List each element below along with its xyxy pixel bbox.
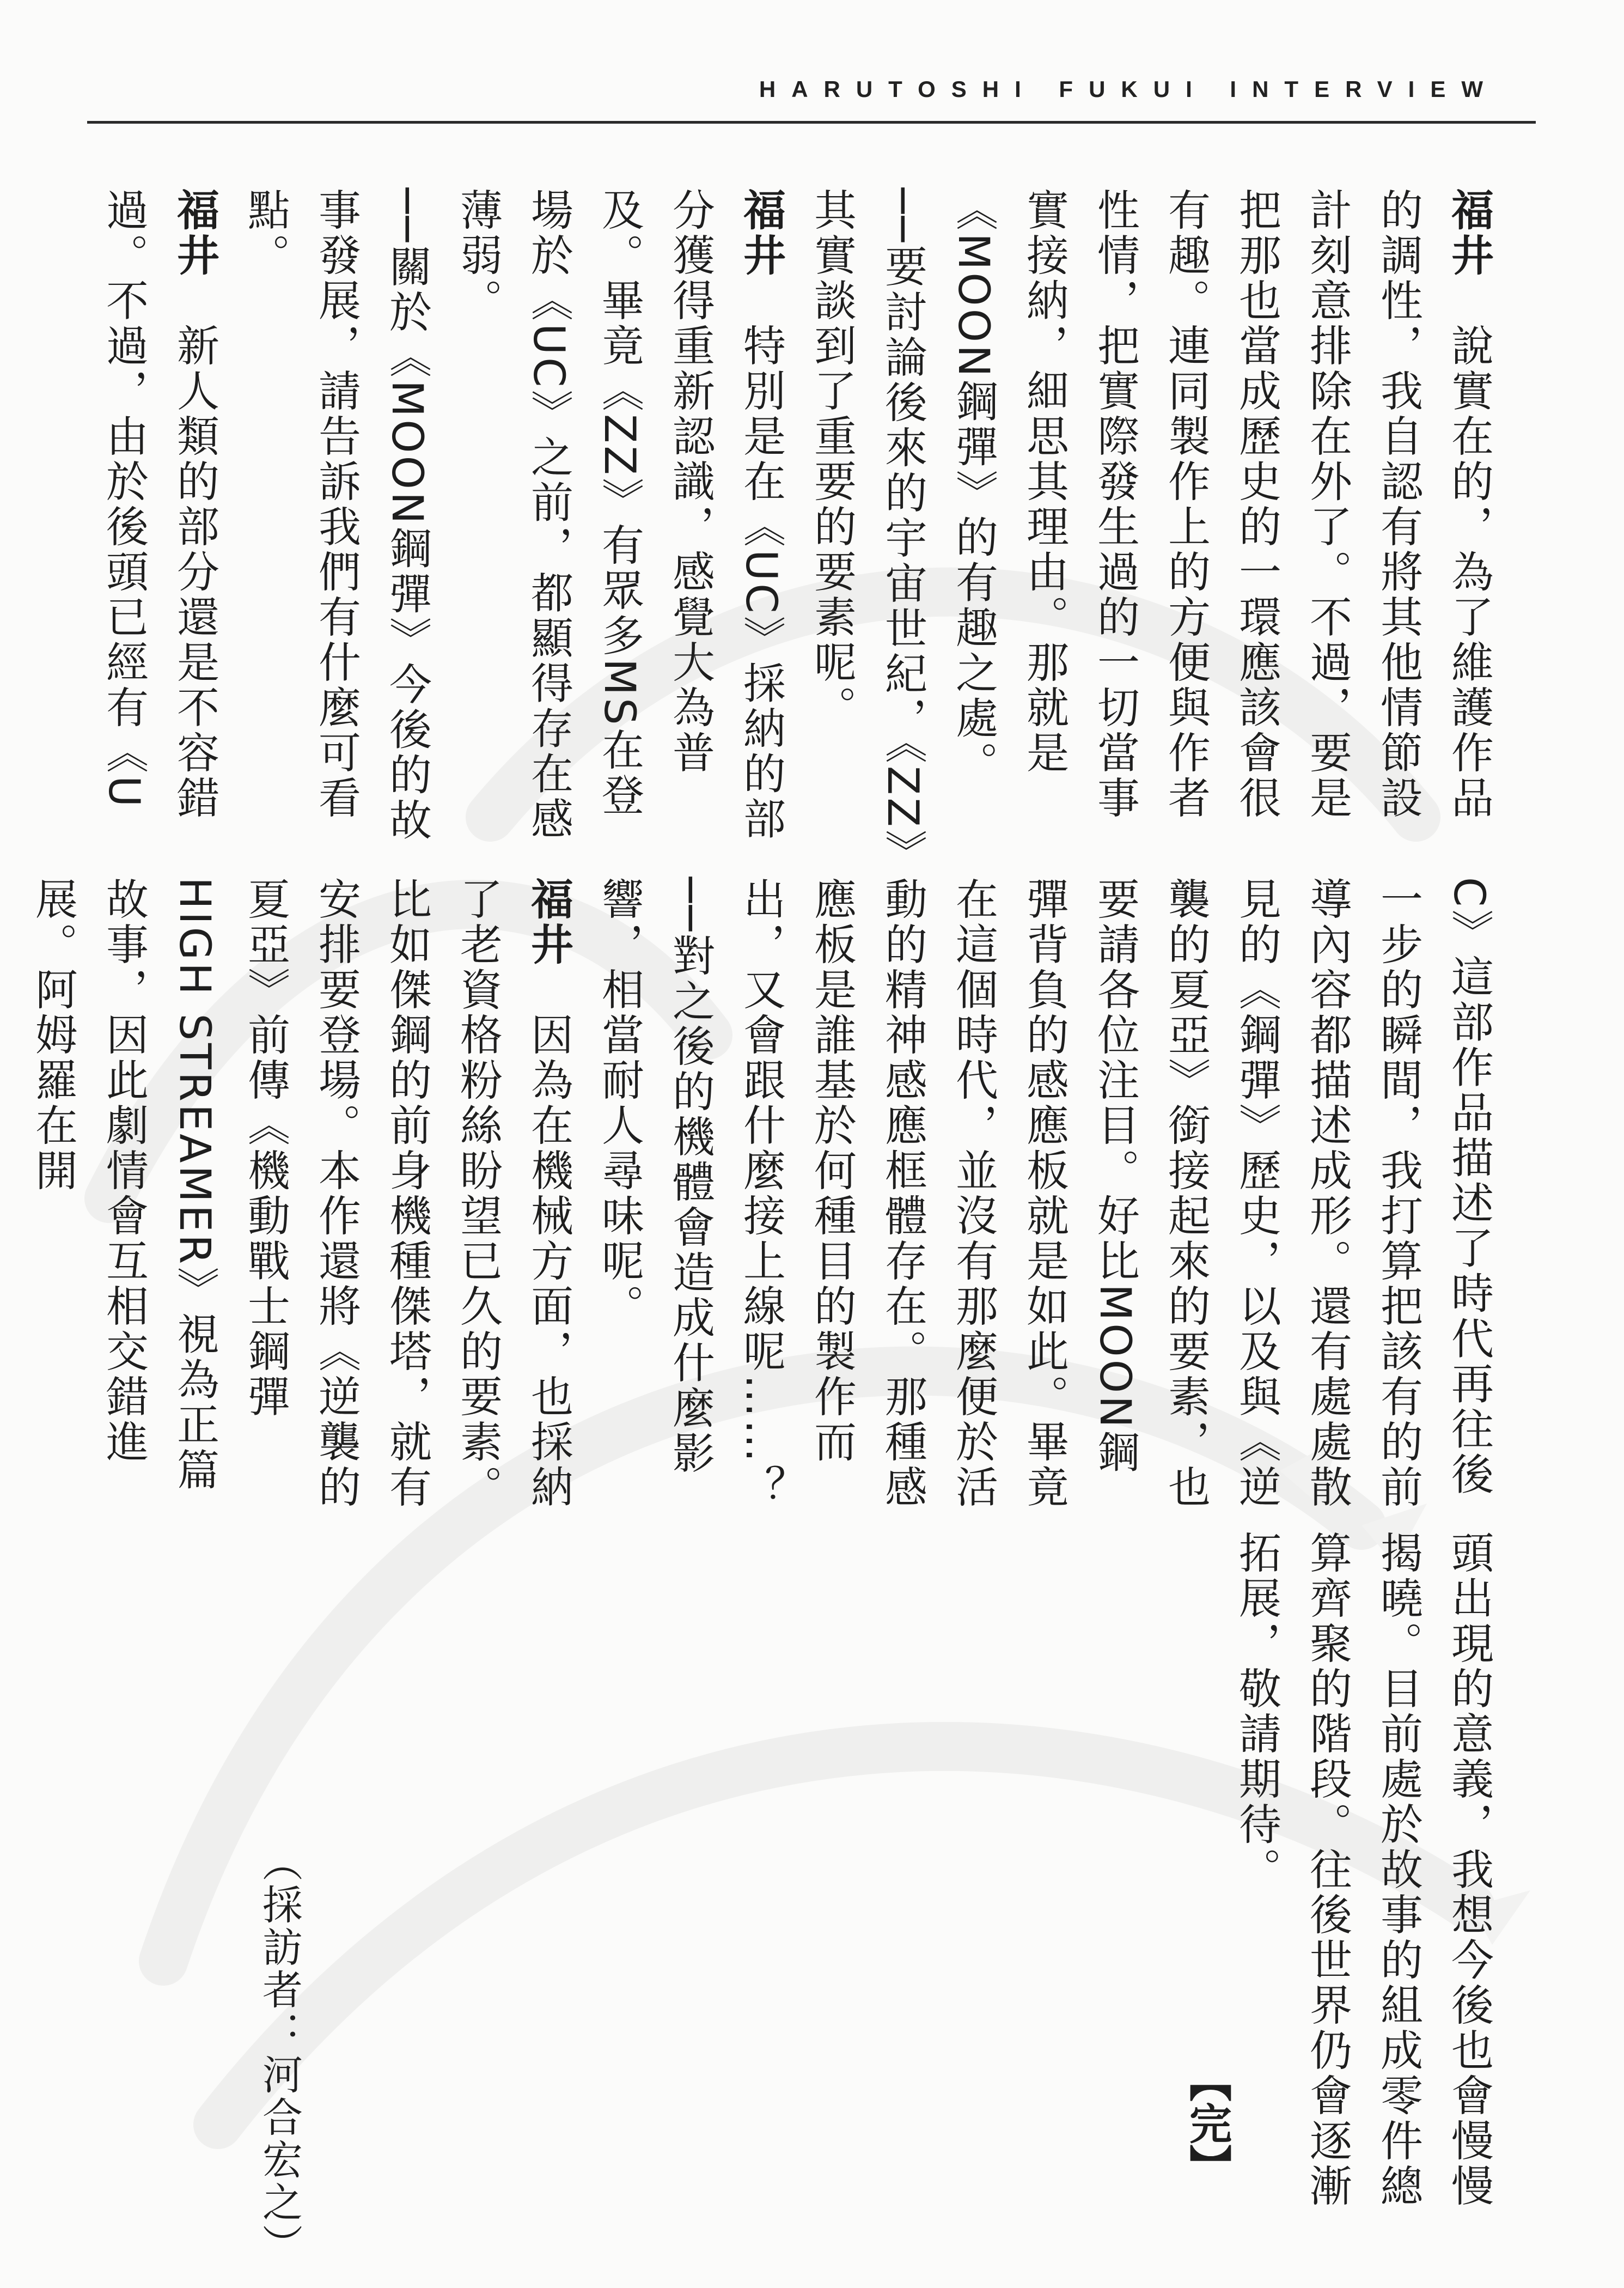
paragraph-text: ──要討論後來的宇宙世紀，《ZZ》其實談到了重要的要素呢。 (807, 188, 927, 854)
article-paragraph (725, 877, 1504, 1514)
paragraph-text: ──對之後的機體會造成什麼影響，相當耐人尋味呢。 (595, 877, 715, 1476)
header-divider (87, 121, 1536, 124)
paragraph-text: C》這部作品描述了時代再往後一步的瞬間，我打算把該有的前導內容都描述成形。還有處處散見的《鋼彈》歷史，以及與《逆襲的夏亞》銜接起來的要素，也要請各位注目。好比MOON鋼彈背負的感應板就是如此。畢竟在這個時代，並沒有那麼便於活動的精神感應框體存在。那種感應板是誰基於何種目的製作而出，又會跟什麼接上線呢……？ (736, 877, 1493, 1510)
paragraph-text: 因為在機械方面，也採納了老資格粉絲盼望已久的要素。比如傑鋼的前身機種傑塔，就有安排要登場。本作還將《逆襲的夏亞》前傳《機動戰士鋼彈HIGH STREAMER》視為正篇故事，因此劇情會互相交錯進展。阿姆羅在開 (28, 877, 573, 1510)
article-paragraph (796, 188, 938, 858)
speaker-label: 福井 (1444, 188, 1493, 278)
article-paragraph (230, 188, 442, 858)
paragraph-text: 特別是在《UC》採納的部分獲得重新認識，感覺大為普及。畢竟《ZZ》有眾多MS在登場於《UC》之前，都顯得存在感薄弱。 (453, 188, 785, 842)
paragraph-text: 說實在的，為了維護作品的調性，我自認有將其他情節設計刻意排除在外了。不過，要是把那也當成歷史的一環應該會很有趣。連同製作上的方便與作者性情，把實際發生過的一切當事實接納，細思其理由。那就是《MOON鋼彈》的有趣之處。 (949, 188, 1493, 821)
article-paragraph (17, 877, 584, 1514)
article-paragraph (938, 188, 1504, 858)
speaker-label: 福井 (170, 188, 219, 278)
speaker-label: 福井 (736, 188, 785, 278)
header-title: HARUTOSHI FUKUI INTERVIEW (759, 76, 1499, 102)
article-paragraph (88, 188, 230, 858)
speaker-label: 福井 (524, 877, 573, 967)
end-mark: 【完】 (1182, 2059, 1231, 2187)
article-column-upper (99, 188, 1504, 858)
paragraph-text: 頭出現的意義，我想今後也會慢慢揭曉。目前處於故事的組成零件總算齊聚的階段。往後世界仍會逐漸拓展，敬請期待。 (1232, 1531, 1493, 2209)
article-column-lower (1232, 1531, 1504, 2212)
interviewer-credit: （採訪者：河合宏之） (256, 1841, 303, 2266)
article-column-middle (28, 877, 1504, 1514)
paragraph-text: ──關於《MOON鋼彈》今後的故事發展，請告訴我們有什麼可看點。 (241, 188, 431, 843)
article-paragraph (1221, 1531, 1504, 2212)
article-paragraph (442, 188, 796, 858)
article-paragraph (584, 877, 725, 1514)
paragraph-text: 新人類的部分還是不容錯過。不過，由於後頭已經有《U (99, 188, 219, 821)
